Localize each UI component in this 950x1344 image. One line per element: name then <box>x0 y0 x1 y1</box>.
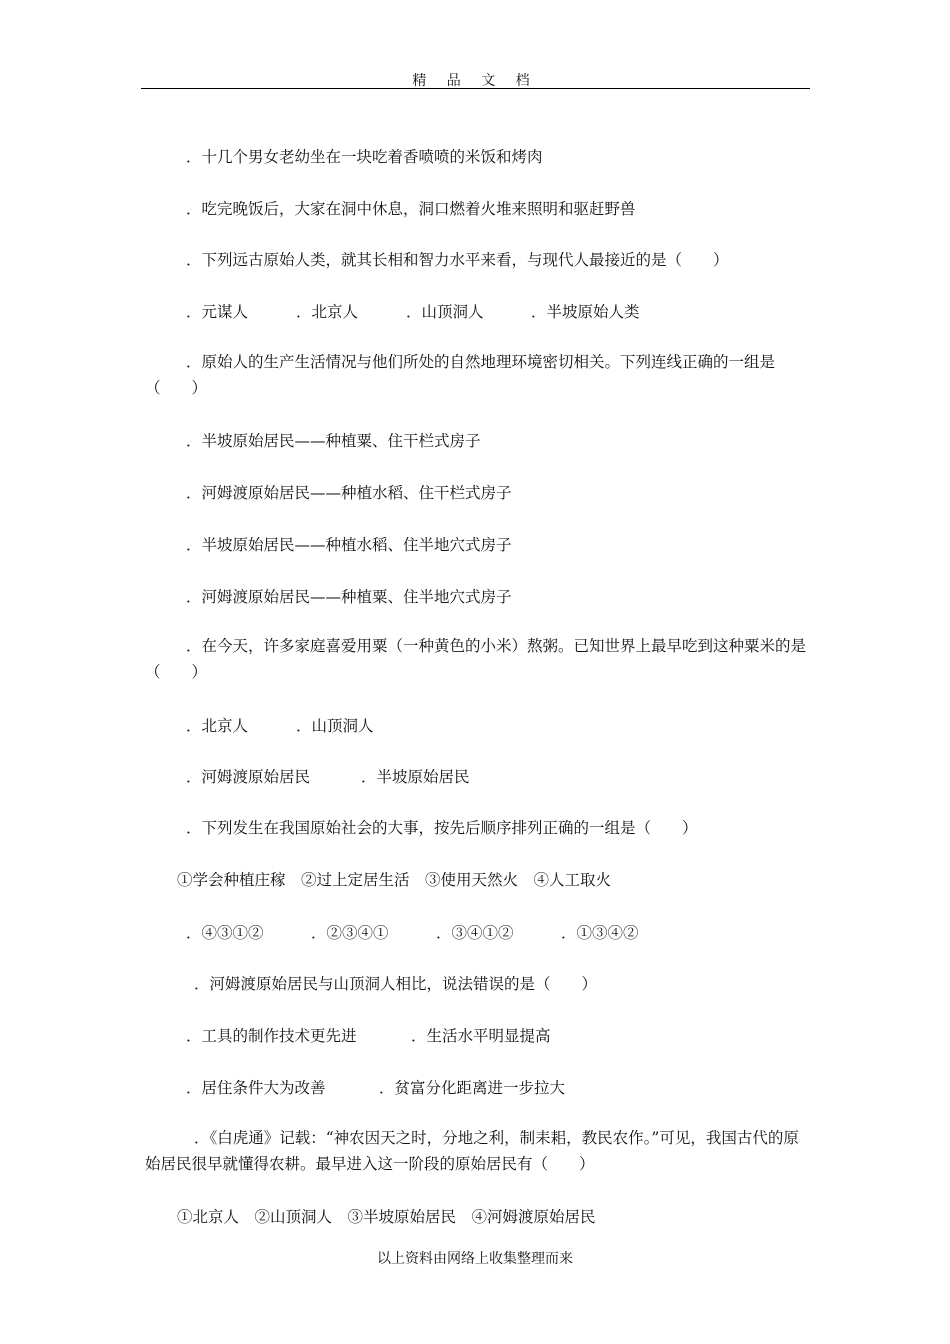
question-3-options-row2 <box>186 767 470 787</box>
question-3-options-row1 <box>186 716 374 736</box>
question-1-options <box>186 302 640 322</box>
option-a: ．工具的制作技术更先进 <box>186 1027 357 1045</box>
option-a: ．元谋人 <box>186 303 249 321</box>
question-4-items: ①学会种植庄稼 ②过上定居生活 ③使用天然火 ④人工取火 <box>177 871 612 889</box>
question-4: ．下列发生在我国原始社会的大事，按先后顺序排列正确的一组是（ ） <box>186 819 698 837</box>
question-5-options-row2 <box>186 1078 565 1098</box>
option-line: ．吃完晚饭后，大家在洞中休息，洞口燃着火堆来照明和驱赶野兽 <box>186 200 636 218</box>
option-b: ．山顶洞人 <box>296 717 374 735</box>
page-header-title: 精 品 文 档 <box>412 73 538 89</box>
option-line: ．十几个男女老幼坐在一块吃着香喷喷的米饭和烤肉 <box>186 148 543 166</box>
option-c: ．河姆渡原始居民 <box>186 768 311 786</box>
option-c: ．居住条件大为改善 <box>186 1079 326 1097</box>
option-a: ．北京人 <box>186 717 249 735</box>
question-2: ．原始人的生产生活情况与他们所处的自然地理环境密切相关。下列连线正确的一组是（ ） <box>145 353 776 397</box>
question-6-items: ①北京人 ②山顶洞人 ③半坡原始居民 ④河姆渡原始居民 <box>177 1208 596 1226</box>
option-d: ．半坡原始居民 <box>361 768 470 786</box>
option-d: ．贫富分化距离进一步拉大 <box>379 1079 566 1097</box>
question-4-options <box>186 923 639 943</box>
option-d: ．①③④② <box>561 924 639 942</box>
option-d: ．半坡原始人类 <box>531 303 640 321</box>
option-b: ．北京人 <box>296 303 359 321</box>
question-2-option-c: ．半坡原始居民——种植水稻、住半地穴式房子 <box>186 536 512 554</box>
question-2-option-a: ．半坡原始居民——种植粟、住干栏式房子 <box>186 432 481 450</box>
question-3: ．在今天，许多家庭喜爱用粟（一种黄色的小米）熬粥。已知世界上最早吃到这种粟米的是（ ） <box>145 637 807 681</box>
option-b: ．生活水平明显提高 <box>411 1027 551 1045</box>
option-c: ．③④①② <box>436 924 514 942</box>
option-b: ．②③④① <box>311 924 389 942</box>
header-divider <box>141 88 810 89</box>
question-2-option-d: ．河姆渡原始居民——种植粟、住半地穴式房子 <box>186 588 512 606</box>
question-5-options-row1 <box>186 1026 551 1046</box>
question-6: ．《白虎通》记载：“神农因天之时，分地之利，制耒耜，教民农作。”可见，我国古代的原始居民很早就懂得农耕。最早进入这一阶段的原始居民有（ ） <box>145 1129 799 1173</box>
question-5: ．河姆渡原始居民与山顶洞人相比，说法错误的是（ ） <box>194 975 598 993</box>
question-2-option-b: ．河姆渡原始居民——种植水稻、住干栏式房子 <box>186 484 512 502</box>
page-footer: 以上资料由网络上收集整理而来 <box>377 1251 573 1267</box>
option-c: ．山顶洞人 <box>406 303 484 321</box>
option-a: ．④③①② <box>186 924 264 942</box>
question-1: ．下列远古原始人类，就其长相和智力水平来看，与现代人最接近的是（ ） <box>186 251 729 269</box>
